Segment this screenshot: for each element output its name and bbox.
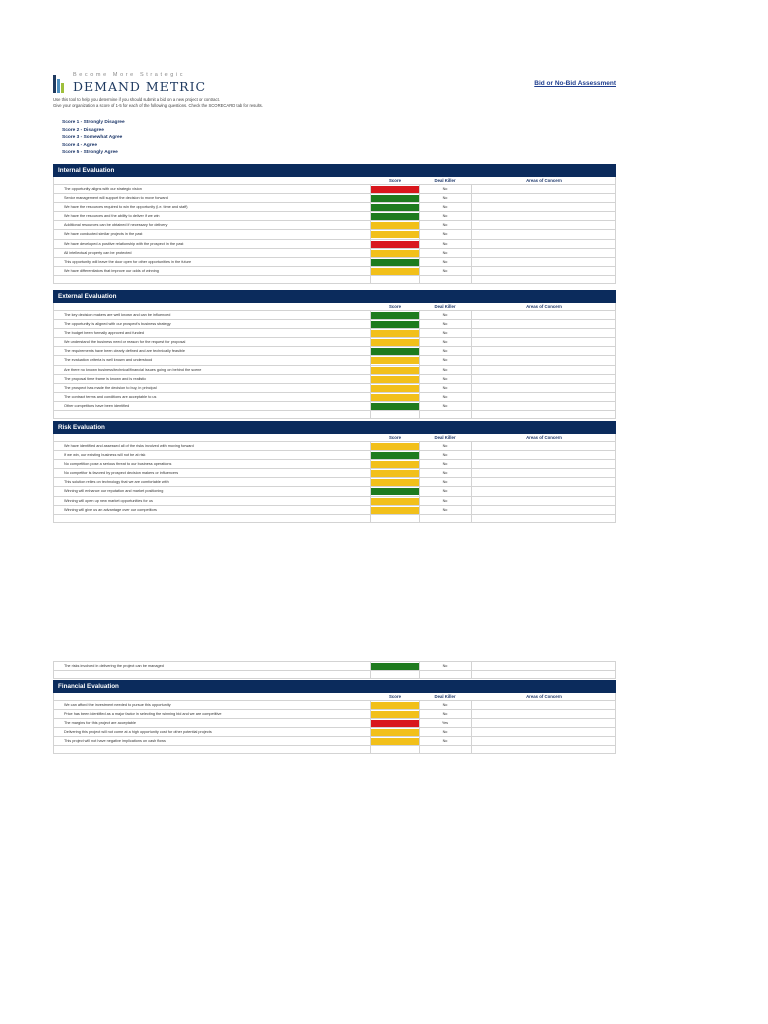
- deal-killer-cell[interactable]: No: [442, 403, 448, 408]
- score-cell[interactable]: [371, 348, 419, 355]
- score-column-header: Score: [389, 178, 401, 183]
- risk-evaluation-continued: [53, 661, 616, 679]
- criterion-text: All intellectual property can be protected: [64, 250, 132, 255]
- score-cell[interactable]: [371, 250, 419, 257]
- areas-of-concern-cell[interactable]: [471, 451, 618, 459]
- score-cell[interactable]: [371, 738, 419, 745]
- score-cell[interactable]: [371, 321, 419, 328]
- criterion-row: [54, 497, 615, 506]
- criterion-row: [54, 384, 615, 393]
- areas-of-concern-column-header: Areas of Concern: [526, 435, 562, 440]
- score-cell[interactable]: [371, 268, 419, 275]
- areas-of-concern-cell[interactable]: [471, 267, 618, 275]
- score-cell[interactable]: [371, 479, 419, 486]
- areas-of-concern-cell[interactable]: [471, 662, 618, 670]
- criterion-row: [54, 366, 615, 375]
- scale-item: Score 3 - Somewhat Agree: [62, 135, 123, 140]
- criterion-text: This project will not have negative implications on cash flows: [64, 739, 166, 744]
- document-title: Bid or No-Bid Assessment: [534, 80, 616, 87]
- areas-of-concern-cell[interactable]: [471, 746, 618, 753]
- deal-killer-column-header: Deal Killer: [434, 304, 456, 309]
- criterion-row: [54, 506, 615, 515]
- section-rows: [53, 661, 616, 679]
- deal-killer-cell[interactable]: No: [442, 664, 448, 668]
- score-cell[interactable]: [371, 213, 419, 220]
- criterion-row: [54, 356, 615, 365]
- deal-killer-cell[interactable]: No: [442, 340, 448, 345]
- criterion-text: This solution relies on technology that we are comfortable with: [64, 480, 169, 485]
- criterion-text: The opportunity aligns with our strategic vision: [64, 187, 142, 191]
- areas-of-concern-cell[interactable]: [471, 276, 618, 283]
- areas-of-concern-cell[interactable]: [471, 258, 618, 266]
- deal-killer-cell[interactable]: No: [442, 313, 448, 317]
- criterion-text: The evaluation criteria is well known and understood: [64, 358, 153, 363]
- deal-killer-cell[interactable]: No: [442, 268, 448, 273]
- areas-of-concern-cell[interactable]: [471, 719, 618, 727]
- score-cell[interactable]: [371, 461, 419, 468]
- criterion-row: [54, 185, 615, 194]
- score-cell[interactable]: [371, 663, 419, 670]
- deal-killer-cell[interactable]: No: [442, 322, 448, 327]
- deal-killer-cell[interactable]: No: [442, 223, 448, 228]
- section-rows: [53, 442, 616, 523]
- criterion-row: [54, 469, 615, 478]
- areas-of-concern-cell[interactable]: [471, 393, 618, 401]
- empty-row: [54, 746, 615, 754]
- criterion-text: The budget been formally approved and funded: [64, 331, 145, 336]
- deal-killer-cell[interactable]: No: [442, 205, 448, 210]
- section-title: External Evaluation: [53, 290, 616, 303]
- intro-text: [53, 97, 613, 109]
- deal-killer-cell[interactable]: No: [442, 187, 448, 191]
- deal-killer-cell[interactable]: No: [442, 385, 448, 390]
- deal-killer-cell[interactable]: Yes: [441, 721, 449, 726]
- areas-of-concern-cell[interactable]: [471, 442, 618, 450]
- areas-of-concern-cell[interactable]: [471, 487, 618, 495]
- areas-of-concern-cell[interactable]: [471, 185, 618, 193]
- empty-row: [54, 671, 615, 679]
- criterion-text: We have the resources and the ability to deliver if we win: [64, 214, 160, 219]
- score-cell[interactable]: [371, 357, 419, 364]
- criterion-text: Winning will enhance our reputation and market positioning: [64, 489, 164, 494]
- criterion-row: [54, 451, 615, 460]
- logo-name: DEMAND METRIC: [73, 79, 207, 94]
- deal-killer-cell[interactable]: No: [442, 331, 448, 336]
- score-cell[interactable]: [371, 259, 419, 266]
- column-headers: [53, 434, 616, 442]
- deal-killer-cell[interactable]: No: [442, 367, 448, 372]
- criterion-row: [54, 710, 615, 719]
- areas-of-concern-cell[interactable]: [471, 249, 618, 257]
- criterion-row: [54, 240, 615, 249]
- areas-of-concern-cell[interactable]: [471, 384, 618, 392]
- score-cell[interactable]: [371, 470, 419, 477]
- criterion-row: [54, 662, 615, 671]
- score-cell[interactable]: [371, 330, 419, 337]
- criterion-text: Additional resources can be obtained if necessary for delivery: [64, 223, 168, 228]
- criterion-row: [54, 249, 615, 258]
- criterion-row: [54, 320, 615, 329]
- areas-of-concern-cell[interactable]: [471, 701, 618, 709]
- section-rows: [53, 701, 616, 754]
- logo-mark-icon: [53, 75, 67, 93]
- areas-of-concern-column-header: Areas of Concern: [526, 694, 562, 699]
- areas-of-concern-cell[interactable]: [471, 469, 618, 477]
- areas-of-concern-cell[interactable]: [471, 515, 618, 522]
- criterion-text: We understand the business need or reason for the request for proposal: [64, 340, 186, 345]
- criterion-row: [54, 737, 615, 746]
- score-column-header: Score: [389, 304, 401, 309]
- criterion-text: No competition pose a serious threat to our business operations: [64, 462, 172, 467]
- deal-killer-cell[interactable]: No: [442, 444, 448, 448]
- score-cell[interactable]: [371, 403, 419, 410]
- score-cell[interactable]: [371, 443, 419, 450]
- deal-killer-column-header: Deal Killer: [434, 694, 456, 699]
- empty-row: [54, 515, 615, 523]
- deal-killer-cell[interactable]: No: [442, 453, 448, 458]
- score-column-header: Score: [389, 435, 401, 440]
- criterion-row: [54, 338, 615, 347]
- criterion-text: The opportunity is aligned with our prospect's business strategy: [64, 322, 171, 327]
- deal-killer-cell[interactable]: No: [442, 730, 448, 735]
- section-title: Financial Evaluation: [53, 680, 616, 693]
- criterion-row: [54, 375, 615, 384]
- criterion-text: No competitor is favored by prospect decision makers or influencers: [64, 471, 179, 476]
- criterion-row: [54, 487, 615, 496]
- criterion-row: [54, 258, 615, 267]
- deal-killer-cell[interactable]: No: [442, 471, 448, 476]
- areas-of-concern-cell[interactable]: [471, 506, 618, 514]
- scale-item: Score 4 - Agree: [62, 142, 98, 148]
- areas-of-concern-cell[interactable]: [471, 230, 618, 238]
- score-cell[interactable]: [371, 394, 419, 401]
- score-cell[interactable]: [371, 241, 419, 248]
- section-title: Risk Evaluation: [53, 421, 616, 434]
- criterion-text: The prospect has made the decision to buy, in principal: [64, 385, 157, 390]
- score-cell[interactable]: [371, 204, 419, 211]
- financial-evaluation-section: [53, 680, 616, 754]
- areas-of-concern-cell[interactable]: [471, 366, 618, 374]
- areas-of-concern-cell[interactable]: [471, 402, 618, 410]
- score-cell[interactable]: [371, 385, 419, 392]
- areas-of-concern-cell[interactable]: [471, 737, 618, 745]
- criterion-row: [54, 728, 615, 737]
- areas-of-concern-cell[interactable]: [471, 347, 618, 355]
- deal-killer-cell[interactable]: No: [442, 394, 448, 399]
- criterion-text: Are there no known business/technical/financial issues going on behind the scene: [64, 367, 202, 372]
- section-title: Internal Evaluation: [53, 164, 616, 177]
- score-cell[interactable]: [371, 367, 419, 374]
- deal-killer-cell[interactable]: No: [442, 712, 448, 717]
- criterion-row: [54, 311, 615, 320]
- criterion-text: The contract terms and conditions are acceptable to us: [64, 394, 157, 399]
- criterion-row: [54, 402, 615, 411]
- internal-evaluation-section: [53, 164, 616, 284]
- criterion-text: This opportunity will leave the door open for other opportunities in the future: [64, 259, 192, 264]
- areas-of-concern-cell[interactable]: [471, 356, 618, 364]
- score-cell[interactable]: [371, 376, 419, 383]
- areas-of-concern-cell[interactable]: [471, 221, 618, 229]
- score-cell[interactable]: [371, 720, 419, 727]
- intro-line: Give your organization a score of 1-5 for each of the following questions. Check the SCORECARD tab for results.: [53, 103, 263, 108]
- areas-of-concern-cell[interactable]: [471, 203, 618, 211]
- areas-of-concern-cell[interactable]: [471, 728, 618, 736]
- empty-row: [54, 276, 615, 284]
- criterion-row: [54, 347, 615, 356]
- deal-killer-cell[interactable]: No: [442, 250, 448, 255]
- score-cell[interactable]: [371, 702, 419, 709]
- criterion-text: Delivering this project will not come at a high opportunity cost for other potential projects: [64, 730, 212, 735]
- criterion-text: The key decision makers are well known and can be influenced: [64, 313, 171, 317]
- score-scale-legend: [62, 119, 125, 157]
- score-cell[interactable]: [371, 222, 419, 229]
- criterion-text: The risks involved in delivering the project can be managed: [64, 664, 164, 668]
- criterion-text: We have differentiators that improve our odds of winning: [64, 268, 159, 273]
- score-cell[interactable]: [371, 711, 419, 718]
- areas-of-concern-cell[interactable]: [471, 329, 618, 337]
- areas-of-concern-cell[interactable]: [471, 671, 618, 678]
- score-cell[interactable]: [371, 339, 419, 346]
- deal-killer-cell[interactable]: No: [442, 507, 448, 512]
- deal-killer-cell[interactable]: No: [442, 196, 448, 201]
- deal-killer-cell[interactable]: No: [442, 462, 448, 467]
- score-cell[interactable]: [371, 231, 419, 238]
- criterion-row: [54, 230, 615, 239]
- areas-of-concern-cell[interactable]: [471, 194, 618, 202]
- criterion-text: We can afford the investment needed to pursue this opportunity: [64, 703, 171, 707]
- areas-of-concern-cell[interactable]: [471, 478, 618, 486]
- areas-of-concern-cell[interactable]: [471, 460, 618, 468]
- criterion-row: [54, 442, 615, 451]
- criterion-row: [54, 267, 615, 276]
- score-cell[interactable]: [371, 186, 419, 193]
- criterion-text: Other competitors have been identified: [64, 403, 130, 408]
- score-cell[interactable]: [371, 729, 419, 736]
- criterion-text: Winning will give us an advantage over our competitors: [64, 507, 157, 512]
- column-headers: [53, 303, 616, 311]
- risk-evaluation-section: [53, 421, 616, 523]
- criterion-text: Winning will open up new market opportunities for us: [64, 498, 153, 503]
- score-cell[interactable]: [371, 488, 419, 495]
- deal-killer-cell[interactable]: No: [442, 480, 448, 485]
- intro-line: Use this tool to help you determine if you should submit a bid on a new project or contract.: [53, 97, 220, 102]
- criterion-text: We have developed a positive relationship with the prospect in the past: [64, 241, 184, 246]
- criterion-text: Senior management will support the decision to move forward: [64, 196, 168, 201]
- areas-of-concern-cell[interactable]: [471, 338, 618, 346]
- deal-killer-cell[interactable]: No: [442, 241, 448, 246]
- scale-item: Score 2 - Disagree: [62, 127, 104, 133]
- criterion-text: The margins for this project are acceptable: [64, 721, 136, 726]
- deal-killer-cell[interactable]: No: [442, 259, 448, 264]
- criterion-text: Price has been identified as a major factor in selecting the winning bid and we are competitive: [64, 712, 222, 717]
- areas-of-concern-cell[interactable]: [471, 240, 618, 248]
- logo-tagline: Become More Strategic: [73, 72, 186, 78]
- areas-of-concern-cell[interactable]: [471, 710, 618, 718]
- criterion-row: [54, 478, 615, 487]
- scale-item: Score 5 - Strongly Agree: [62, 150, 118, 155]
- deal-killer-cell[interactable]: No: [442, 498, 448, 503]
- areas-of-concern-column-header: Areas of Concern: [526, 304, 562, 309]
- criterion-row: [54, 221, 615, 230]
- areas-of-concern-column-header: Areas of Concern: [526, 178, 562, 183]
- areas-of-concern-cell[interactable]: [471, 375, 618, 383]
- areas-of-concern-cell[interactable]: [471, 320, 618, 328]
- criterion-row: [54, 701, 615, 710]
- areas-of-concern-cell[interactable]: [471, 212, 618, 220]
- section-rows: [53, 185, 616, 284]
- criterion-text: We have identified and assessed all of the risks involved with moving forward: [64, 444, 194, 448]
- criterion-row: [54, 329, 615, 338]
- score-cell[interactable]: [371, 507, 419, 514]
- empty-row: [54, 411, 615, 419]
- deal-killer-cell[interactable]: No: [442, 739, 448, 744]
- criterion-row: [54, 194, 615, 203]
- criterion-text: If we win, our existing business will not be at risk: [64, 453, 146, 458]
- criterion-row: [54, 460, 615, 469]
- criterion-row: [54, 212, 615, 221]
- criterion-text: We have conducted similar projects in the past: [64, 232, 143, 237]
- demand-metric-logo: [53, 72, 223, 98]
- criterion-text: The proposal time frame is known and is realistic: [64, 376, 147, 381]
- deal-killer-cell[interactable]: No: [442, 358, 448, 363]
- column-headers: [53, 693, 616, 701]
- score-column-header: Score: [389, 694, 401, 699]
- criterion-row: [54, 719, 615, 728]
- criterion-text: The requirements have been clearly defined and are technically feasible: [64, 349, 185, 354]
- column-headers: [53, 177, 616, 185]
- deal-killer-cell[interactable]: No: [442, 489, 448, 494]
- deal-killer-cell[interactable]: No: [442, 376, 448, 381]
- score-cell[interactable]: [371, 498, 419, 505]
- criterion-row: [54, 393, 615, 402]
- areas-of-concern-cell[interactable]: [471, 411, 618, 418]
- deal-killer-cell[interactable]: No: [442, 214, 448, 219]
- section-rows: [53, 311, 616, 419]
- criterion-row: [54, 203, 615, 212]
- deal-killer-column-header: Deal Killer: [434, 435, 456, 440]
- deal-killer-column-header: Deal Killer: [434, 178, 456, 183]
- areas-of-concern-cell[interactable]: [471, 497, 618, 505]
- areas-of-concern-cell[interactable]: [471, 311, 618, 319]
- deal-killer-cell[interactable]: No: [442, 349, 448, 354]
- criterion-text: We have the resources required to win the opportunity (i.e. time and staff): [64, 205, 188, 210]
- score-cell[interactable]: [371, 312, 419, 319]
- deal-killer-cell[interactable]: No: [442, 703, 448, 707]
- external-evaluation-section: [53, 290, 616, 419]
- scale-item: Score 1 - Strongly Disagree: [62, 120, 125, 125]
- score-cell[interactable]: [371, 452, 419, 459]
- deal-killer-cell[interactable]: No: [442, 232, 448, 237]
- score-cell[interactable]: [371, 195, 419, 202]
